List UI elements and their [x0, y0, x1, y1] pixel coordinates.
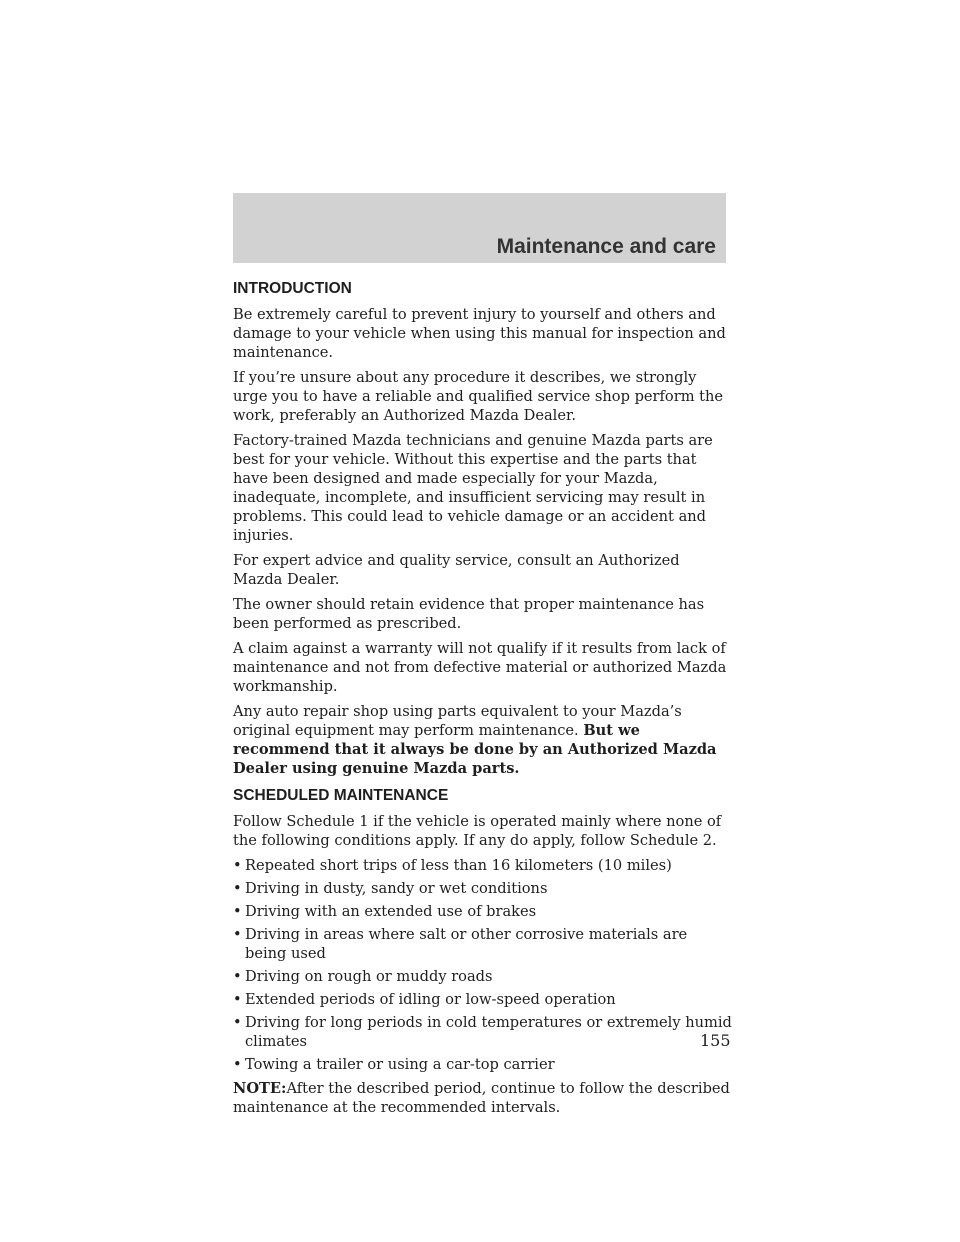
page-content — [233, 279, 733, 1123]
page-number: 155 — [700, 1031, 731, 1050]
list-item: • Extended periods of idling or low-speed operation — [233, 990, 733, 1009]
list-item: • Driving on rough or muddy roads — [233, 967, 733, 986]
intro-paragraph-7 — [233, 702, 733, 778]
intro-paragraph-2: If you’re unsure about any procedure it describes, we strongly urge you to have a reliable and qualified service shop perform the work, preferably an Authorized Mazda Dealer. — [233, 369, 724, 424]
introduction-heading: INTRODUCTION — [233, 280, 352, 297]
list-item: • Driving in dusty, sandy or wet conditions — [233, 879, 733, 898]
list-item: • Repeated short trips of less than 16 kilometers (10 miles) — [233, 856, 733, 875]
conditions-list — [233, 856, 733, 1074]
note-text: After the described period, continue to follow the described maintenance at the recommended intervals. — [233, 1080, 730, 1116]
intro-paragraph-4: For expert advice and quality service, consult an Authorized Mazda Dealer. — [233, 552, 680, 588]
intro-recommendation-bold: But we recommend that it always be done by an Authorized Mazda Dealer using genuine Mazda parts. — [233, 722, 717, 777]
note-paragraph — [233, 1079, 733, 1117]
intro-paragraph-5: The owner should retain evidence that proper maintenance has been performed as prescribed. — [233, 596, 705, 632]
list-item: • Driving in areas where salt or other corrosive materials are being used — [233, 925, 733, 963]
section-title: Maintenance and care — [496, 235, 716, 258]
scheduled-paragraph: Follow Schedule 1 if the vehicle is operated mainly where none of the following conditions apply. If any do apply, follow Schedule 2. — [233, 813, 722, 849]
note-label: NOTE: — [233, 1080, 287, 1097]
section-header-band — [233, 193, 726, 263]
intro-paragraph-1: Be extremely careful to prevent injury to yourself and others and damage to your vehicle when using this manual for inspection and maintenance. — [233, 306, 726, 361]
intro-paragraph-7-text: Any auto repair shop using parts equivalent to your Mazda’s original equipment may perform maintenance. — [233, 703, 682, 739]
scheduled-maintenance-heading: SCHEDULED MAINTENANCE — [233, 787, 449, 804]
intro-paragraph-6: A claim against a warranty will not qualify if it results from lack of maintenance and not from defective material or authorized Mazda workmanship. — [233, 640, 727, 695]
intro-paragraph-3: Factory-trained Mazda technicians and genuine Mazda parts are best for your vehicle. Without this expertise and the parts that have been designed and made especially for your Mazda, inadequate, incomplete, and insufficient servicing may result in problems. This could lead to vehicle damage or an accident and injuries. — [233, 432, 713, 544]
list-item: • Driving with an extended use of brakes — [233, 902, 733, 921]
list-item: • Towing a trailer or using a car-top carrier — [233, 1055, 733, 1074]
list-item: • Driving for long periods in cold temperatures or extremely humid climates — [233, 1013, 733, 1051]
